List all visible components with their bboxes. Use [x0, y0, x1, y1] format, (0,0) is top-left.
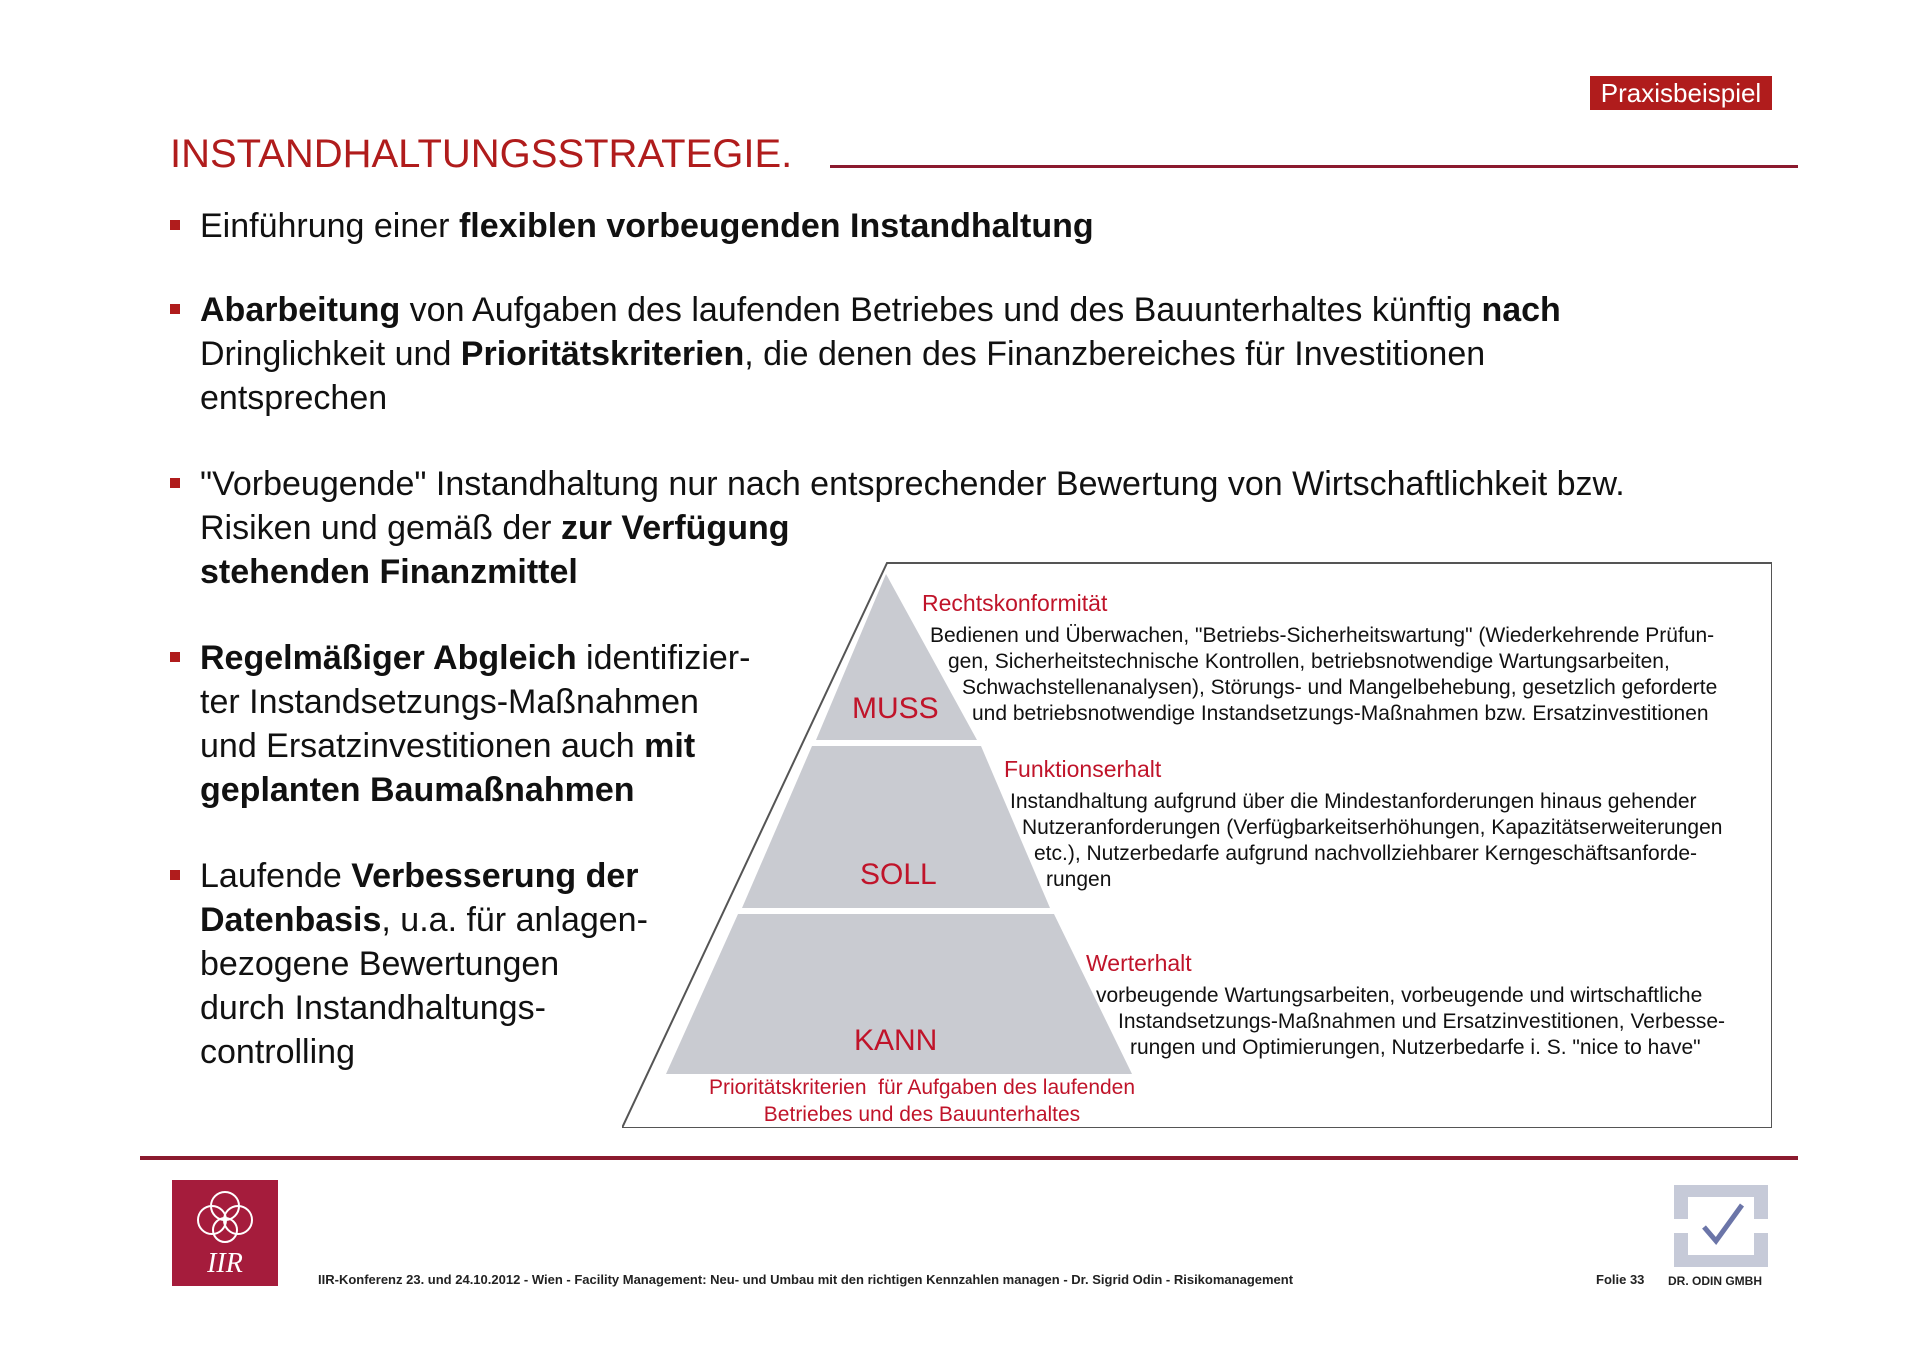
bullet-2-text-d: entsprechen — [200, 379, 388, 417]
odin-logo-check-icon — [1672, 1183, 1770, 1269]
odin-company-name: DR. ODIN GMBH — [1668, 1274, 1762, 1288]
muss-line: gen, Sicherheitstechnische Kontrollen, betriebsnotwendige Wartungsarbeiten, — [948, 650, 1670, 673]
priority-pyramid-diagram — [622, 560, 1772, 1128]
soll-line: rungen — [1046, 868, 1112, 891]
bullet-4-bold-c: geplanten Baumaßnahmen — [200, 771, 635, 809]
muss-line: Schwachstellenanalysen), Störungs- und Mangelbehebung, gesetzlich geforderte — [962, 676, 1718, 699]
muss-line: und betriebsnotwendige Instandsetzungs-Maßnahmen bzw. Ersatzinvestitionen — [972, 702, 1709, 725]
bullet-square-icon — [170, 652, 180, 662]
bullet-5-text-c: bezogene Bewertungen — [200, 945, 560, 983]
bullet-square-icon — [170, 220, 180, 230]
iir-emblem-icon — [172, 1180, 278, 1256]
slide-number: Folie 33 — [1596, 1272, 1645, 1287]
bullet-3-bold-a: zur Verfügung — [560, 509, 790, 547]
bullet-5-bold-b: Datenbasis — [200, 901, 382, 939]
kann-heading: Werterhalt — [1086, 950, 1192, 976]
bullet-4-text-b: ter Instandsetzungs-Maßnahmen — [200, 683, 699, 721]
bullet-2-bold-c: Prioritätskriterien — [460, 335, 745, 373]
bullet-square-icon — [170, 870, 180, 880]
soll-line: Nutzeranforderungen (Verfügbarkeitserhöhungen, Kapazitätserweiterungen — [1022, 816, 1723, 839]
bullet-5-text-a: Laufende — [200, 857, 352, 895]
bullet-5-bold-a: Verbesserung der — [351, 857, 639, 895]
bullet-square-icon — [170, 304, 180, 314]
muss-line: Bedienen und Überwachen, "Betriebs-Sicherheitswartung" (Wiederkehrende Prüfun- — [930, 624, 1715, 647]
bullet-5-text-e: controlling — [200, 1033, 355, 1071]
bullet-3-text-b: Risiken und gemäß der — [200, 509, 561, 547]
footer-conference-text: IIR-Konferenz 23. und 24.10.2012 - Wien - Facility Management: Neu- und Umbau mit den richtigen Kennzahlen managen - Dr. Sigrid Odin - Risikomanagement — [318, 1272, 1294, 1287]
bullet-2-bold-b: nach — [1481, 291, 1561, 329]
level-muss-label: MUSS — [852, 692, 939, 725]
bullet-1-text: Einführung einer — [200, 207, 459, 245]
page-title: INSTANDHALTUNGSSTRATEGIE. — [170, 132, 793, 176]
iir-logo-text: IIR — [207, 1248, 243, 1279]
soll-heading: Funktionserhalt — [1004, 756, 1162, 782]
level-soll-label: SOLL — [860, 858, 937, 891]
bullet-4-text-c: und Ersatzinvestitionen auch — [200, 727, 645, 765]
bullet-4-bold-a: Regelmäßiger Abgleich — [200, 639, 577, 677]
footer-divider — [140, 1156, 1798, 1160]
kann-line: Instandsetzungs-Maßnahmen und Ersatzinvestitionen, Verbesse- — [1118, 1010, 1726, 1033]
priority-caption-line-1: Prioritätskriterien für Aufgaben des laufenden — [708, 1076, 1136, 1099]
bullet-5-text-b: , u.a. für anlagen- — [381, 901, 648, 939]
kann-line: rungen und Optimierungen, Nutzerbedarfe i. S. "nice to have" — [1130, 1036, 1701, 1059]
praxisbeispiel-badge: Praxisbeispiel — [1590, 76, 1772, 110]
bullet-5-text-d: durch Instandhaltungs- — [200, 989, 546, 1027]
bullet-2-bold-a: Abarbeitung — [200, 291, 401, 329]
soll-line: etc.), Nutzerbedarfe aufgrund nachvollziehbarer Kerngeschäftsanforde- — [1034, 842, 1698, 865]
bullet-2-text-c: , die denen des Finanzbereiches für Investitionen — [744, 335, 1486, 373]
priority-caption — [662, 1074, 1182, 1128]
bullet-2-text-a: von Aufgaben des laufenden Betriebes und des Bauunterhaltes künftig — [400, 291, 1482, 329]
bullet-4-text-a: identifizier- — [576, 639, 751, 677]
priority-caption-line-2: Betriebes und des Bauunterhaltes — [763, 1103, 1081, 1126]
iir-logo — [172, 1180, 278, 1286]
bullet-3-text-a: "Vorbeugende" Instandhaltung nur nach entsprechender Bewertung von Wirtschaftlichkeit bzw. — [200, 465, 1625, 503]
title-divider — [830, 165, 1798, 168]
kann-line: vorbeugende Wartungsarbeiten, vorbeugende und wirtschaftliche — [1096, 984, 1703, 1007]
bullet-4-bold-b: mit — [644, 727, 696, 765]
soll-line: Instandhaltung aufgrund über die Mindestanforderungen hinaus gehender — [1010, 790, 1697, 813]
bullet-3-bold-b: stehenden Finanzmittel — [200, 553, 578, 591]
level-kann-label: KANN — [854, 1024, 938, 1057]
bullet-2-text-b: Dringlichkeit und — [200, 335, 461, 373]
bullet-1-bold: flexiblen vorbeugenden Instandhaltung — [458, 207, 1094, 245]
bullet-square-icon — [170, 478, 180, 488]
muss-heading: Rechtskonformität — [922, 590, 1108, 616]
